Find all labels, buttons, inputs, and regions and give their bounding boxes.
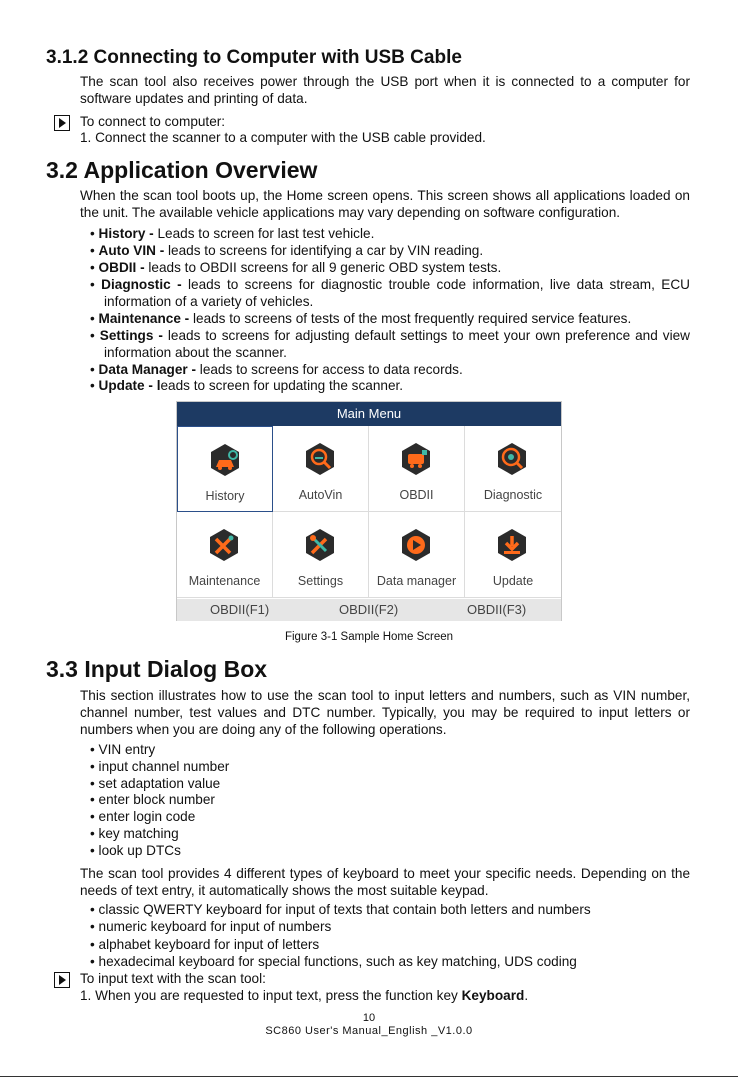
procedure-step-connect: 1. Connect the scanner to a computer with the USB cable provided. <box>80 130 486 145</box>
bullet-content <box>90 310 690 327</box>
bullet-text: leads to screens for access to data records. <box>199 362 463 377</box>
procedure-play-icon-2 <box>54 972 70 988</box>
menu-tile-label: Settings <box>297 574 344 588</box>
application-bullet-item <box>90 276 690 310</box>
operation-item <box>90 775 220 792</box>
keyboard-type-item <box>90 936 319 953</box>
bullet-term: Update <box>98 378 145 393</box>
operation-item-text: enter block number <box>98 792 215 808</box>
bullet-separator: - <box>170 277 189 292</box>
history-car-icon <box>208 443 242 477</box>
bullet-dot-icon: • <box>90 328 100 343</box>
operation-item-text: look up DTCs <box>98 842 181 858</box>
bullet-term: Diagnostic <box>101 277 171 292</box>
operation-item-text: enter login code <box>98 809 196 825</box>
bottom-rule <box>0 1076 738 1077</box>
bullet-text: eads to screen for updating the scanner. <box>160 378 404 393</box>
function-key-bar <box>177 599 561 621</box>
step-suffix: . <box>524 988 529 1003</box>
update-download-icon <box>495 528 529 562</box>
operation-item <box>90 825 179 842</box>
bullet-content <box>90 225 690 242</box>
bullet-dot-icon: • <box>90 277 102 292</box>
operation-item <box>90 808 195 825</box>
bullet-separator: - <box>155 243 169 258</box>
function-key-f1[interactable]: OBDII(F1) <box>210 602 270 617</box>
bullet-content <box>90 327 690 361</box>
application-bullet-item <box>90 361 690 378</box>
keyboard-key-name: Keyboard <box>461 988 525 1003</box>
menu-tile-maintenance[interactable] <box>177 512 273 598</box>
bullet-dot-icon: • <box>90 936 99 952</box>
section-title-3-3: 3.3 Input Dialog Box <box>46 656 268 682</box>
operation-item <box>90 791 215 808</box>
figure-caption: Figure 3-1 Sample Home Screen <box>284 631 454 643</box>
section-3-2-paragraph: When the scan tool boots up, the Home screen opens. This screen shows all applications loaded on the unit. The available vehicle applications may vary depending on software configuration. <box>80 188 690 220</box>
bullet-separator: - <box>136 260 149 275</box>
page-number: 10 <box>362 1012 376 1024</box>
operation-item-text: key matching <box>98 826 179 841</box>
bullet-dot-icon: • <box>90 792 99 808</box>
document-footer: SC860 User's Manual_English _V1.0.0 <box>265 1025 473 1037</box>
bullet-content <box>90 361 690 378</box>
keyboard-type-item <box>90 953 577 970</box>
application-bullet-item <box>90 225 690 242</box>
menu-tile-update[interactable] <box>465 512 561 598</box>
operation-item-text: VIN entry <box>98 742 156 757</box>
application-bullet-item <box>90 242 690 259</box>
bullet-text: leads to screens of tests of the most frequently required service features. <box>192 311 632 326</box>
menu-tile-label: AutoVin <box>298 488 343 502</box>
operation-item-text: input channel number <box>98 758 230 774</box>
application-bullet-item <box>90 377 690 394</box>
autovin-search-car-icon <box>303 442 337 476</box>
operation-item <box>90 842 181 859</box>
bullet-dot-icon: • <box>90 758 99 774</box>
bullet-separator: - <box>153 328 168 343</box>
data-manager-play-icon <box>399 528 433 562</box>
obdii-car-icon <box>399 442 433 476</box>
bullet-separator: - l <box>144 378 161 393</box>
settings-tools-icon <box>303 528 337 562</box>
keyboard-type-item-text: alphabet keyboard for input of letters <box>98 936 320 952</box>
bullet-dot-icon: • <box>90 809 99 825</box>
menu-tile-settings[interactable] <box>273 512 369 598</box>
keyboard-type-item <box>90 918 331 935</box>
bullet-text: Leads to screen for last test vehicle. <box>157 226 375 241</box>
menu-tile-autovin[interactable] <box>273 426 369 512</box>
main-menu-title: Main Menu <box>177 402 561 426</box>
bullet-dot-icon: • <box>90 902 99 917</box>
bullet-content <box>90 242 690 259</box>
keyboard-types-paragraph: The scan tool provides 4 different types of keyboard to meet your specific needs. Depending on the needs of text entry, it automatically shows the most suitable keypad. <box>80 866 690 898</box>
menu-tile-label: Maintenance <box>188 574 261 588</box>
bullet-text: leads to screens for identifying a car by VIN reading. <box>168 243 484 258</box>
bullet-dot-icon: • <box>90 378 99 393</box>
section-title-3-1-2: 3.1.2 Connecting to Computer with USB Cable <box>46 47 462 68</box>
operation-item <box>90 741 155 758</box>
section-title-3-2: 3.2 Application Overview <box>46 157 318 183</box>
menu-tile-label: Data manager <box>376 574 457 588</box>
keyboard-type-item-text: classic QWERTY keyboard for input of texts that contain both letters and numbers <box>98 902 591 917</box>
application-bullet-item <box>90 259 690 276</box>
menu-tile-diagnostic[interactable] <box>465 426 561 512</box>
bullet-text: leads to screens for diagnostic trouble code information, live data stream, ECU information of a variety of vehicles. <box>104 277 690 309</box>
operation-item <box>90 758 229 775</box>
bullet-term: Data Manager <box>98 362 188 377</box>
bullet-text: leads to screens for adjusting default settings to meet your own preference and view information about the scanner. <box>104 328 690 360</box>
function-key-f3[interactable]: OBDII(F3) <box>467 602 527 617</box>
bullet-dot-icon: • <box>90 243 99 258</box>
bullet-dot-icon: • <box>90 953 99 969</box>
bullet-term: Auto VIN <box>98 243 156 258</box>
procedure-note-input: To input text with the scan tool: <box>80 971 266 986</box>
menu-tile-data-manager[interactable] <box>369 512 465 598</box>
operation-item-text: set adaptation value <box>98 775 221 791</box>
procedure-play-icon <box>54 115 70 131</box>
bullet-dot-icon: • <box>90 311 99 326</box>
bullet-term: Settings <box>99 328 154 343</box>
bullet-term: OBDII <box>98 260 137 275</box>
diagnostic-search-icon <box>495 442 529 476</box>
bullet-content <box>90 377 690 394</box>
function-key-f2[interactable]: OBDII(F2) <box>339 602 399 617</box>
bullet-dot-icon: • <box>90 260 99 275</box>
menu-tile-label: Diagnostic <box>483 488 543 502</box>
main-menu-screen <box>176 401 562 621</box>
bullet-dot-icon: • <box>90 919 99 935</box>
keyboard-type-item-text: hexadecimal keyboard for special functions, such as key matching, UDS coding <box>98 953 577 969</box>
keyboard-type-item <box>90 901 591 918</box>
bullet-dot-icon: • <box>90 826 99 841</box>
bullet-separator: - <box>187 362 200 377</box>
menu-tile-label: OBDII <box>399 488 434 502</box>
bullet-term: Maintenance <box>98 311 181 326</box>
maintenance-tools-icon <box>207 528 241 562</box>
bullet-dot-icon: • <box>90 226 99 241</box>
bullet-text: leads to OBDII screens for all 9 generic OBD system tests. <box>148 260 502 275</box>
bullet-dot-icon: • <box>90 775 99 791</box>
application-bullet-item <box>90 310 690 327</box>
procedure-note-connect: To connect to computer: <box>80 114 226 129</box>
procedure-step-input <box>80 987 528 1004</box>
menu-tile-label: History <box>205 489 245 503</box>
step-text: 1. When you are requested to input text, press the function key <box>80 988 462 1003</box>
bullet-content <box>90 276 690 310</box>
menu-tile-label: Update <box>492 574 534 588</box>
bullet-content <box>90 259 690 276</box>
menu-tile-history[interactable] <box>177 426 273 512</box>
menu-tile-obdii[interactable] <box>369 426 465 512</box>
bullet-dot-icon: • <box>90 362 99 377</box>
application-bullet-item <box>90 327 690 361</box>
bullet-separator: - <box>145 226 158 241</box>
section-3-1-2-paragraph: The scan tool also receives power through the USB port when it is connected to a computer for software updates and printing of data. <box>80 74 690 106</box>
section-3-3-paragraph: This section illustrates how to use the scan tool to input letters and numbers, such as VIN number, channel number, test values and DTC number. Typically, you may be required to input letters or numbers when you are doing any of the following operations. <box>80 688 690 737</box>
bullet-term: History <box>98 226 146 241</box>
keyboard-type-item-text: numeric keyboard for input of numbers <box>98 919 332 935</box>
bullet-separator: - <box>180 311 193 326</box>
bullet-dot-icon: • <box>90 842 99 858</box>
bullet-dot-icon: • <box>90 742 99 757</box>
